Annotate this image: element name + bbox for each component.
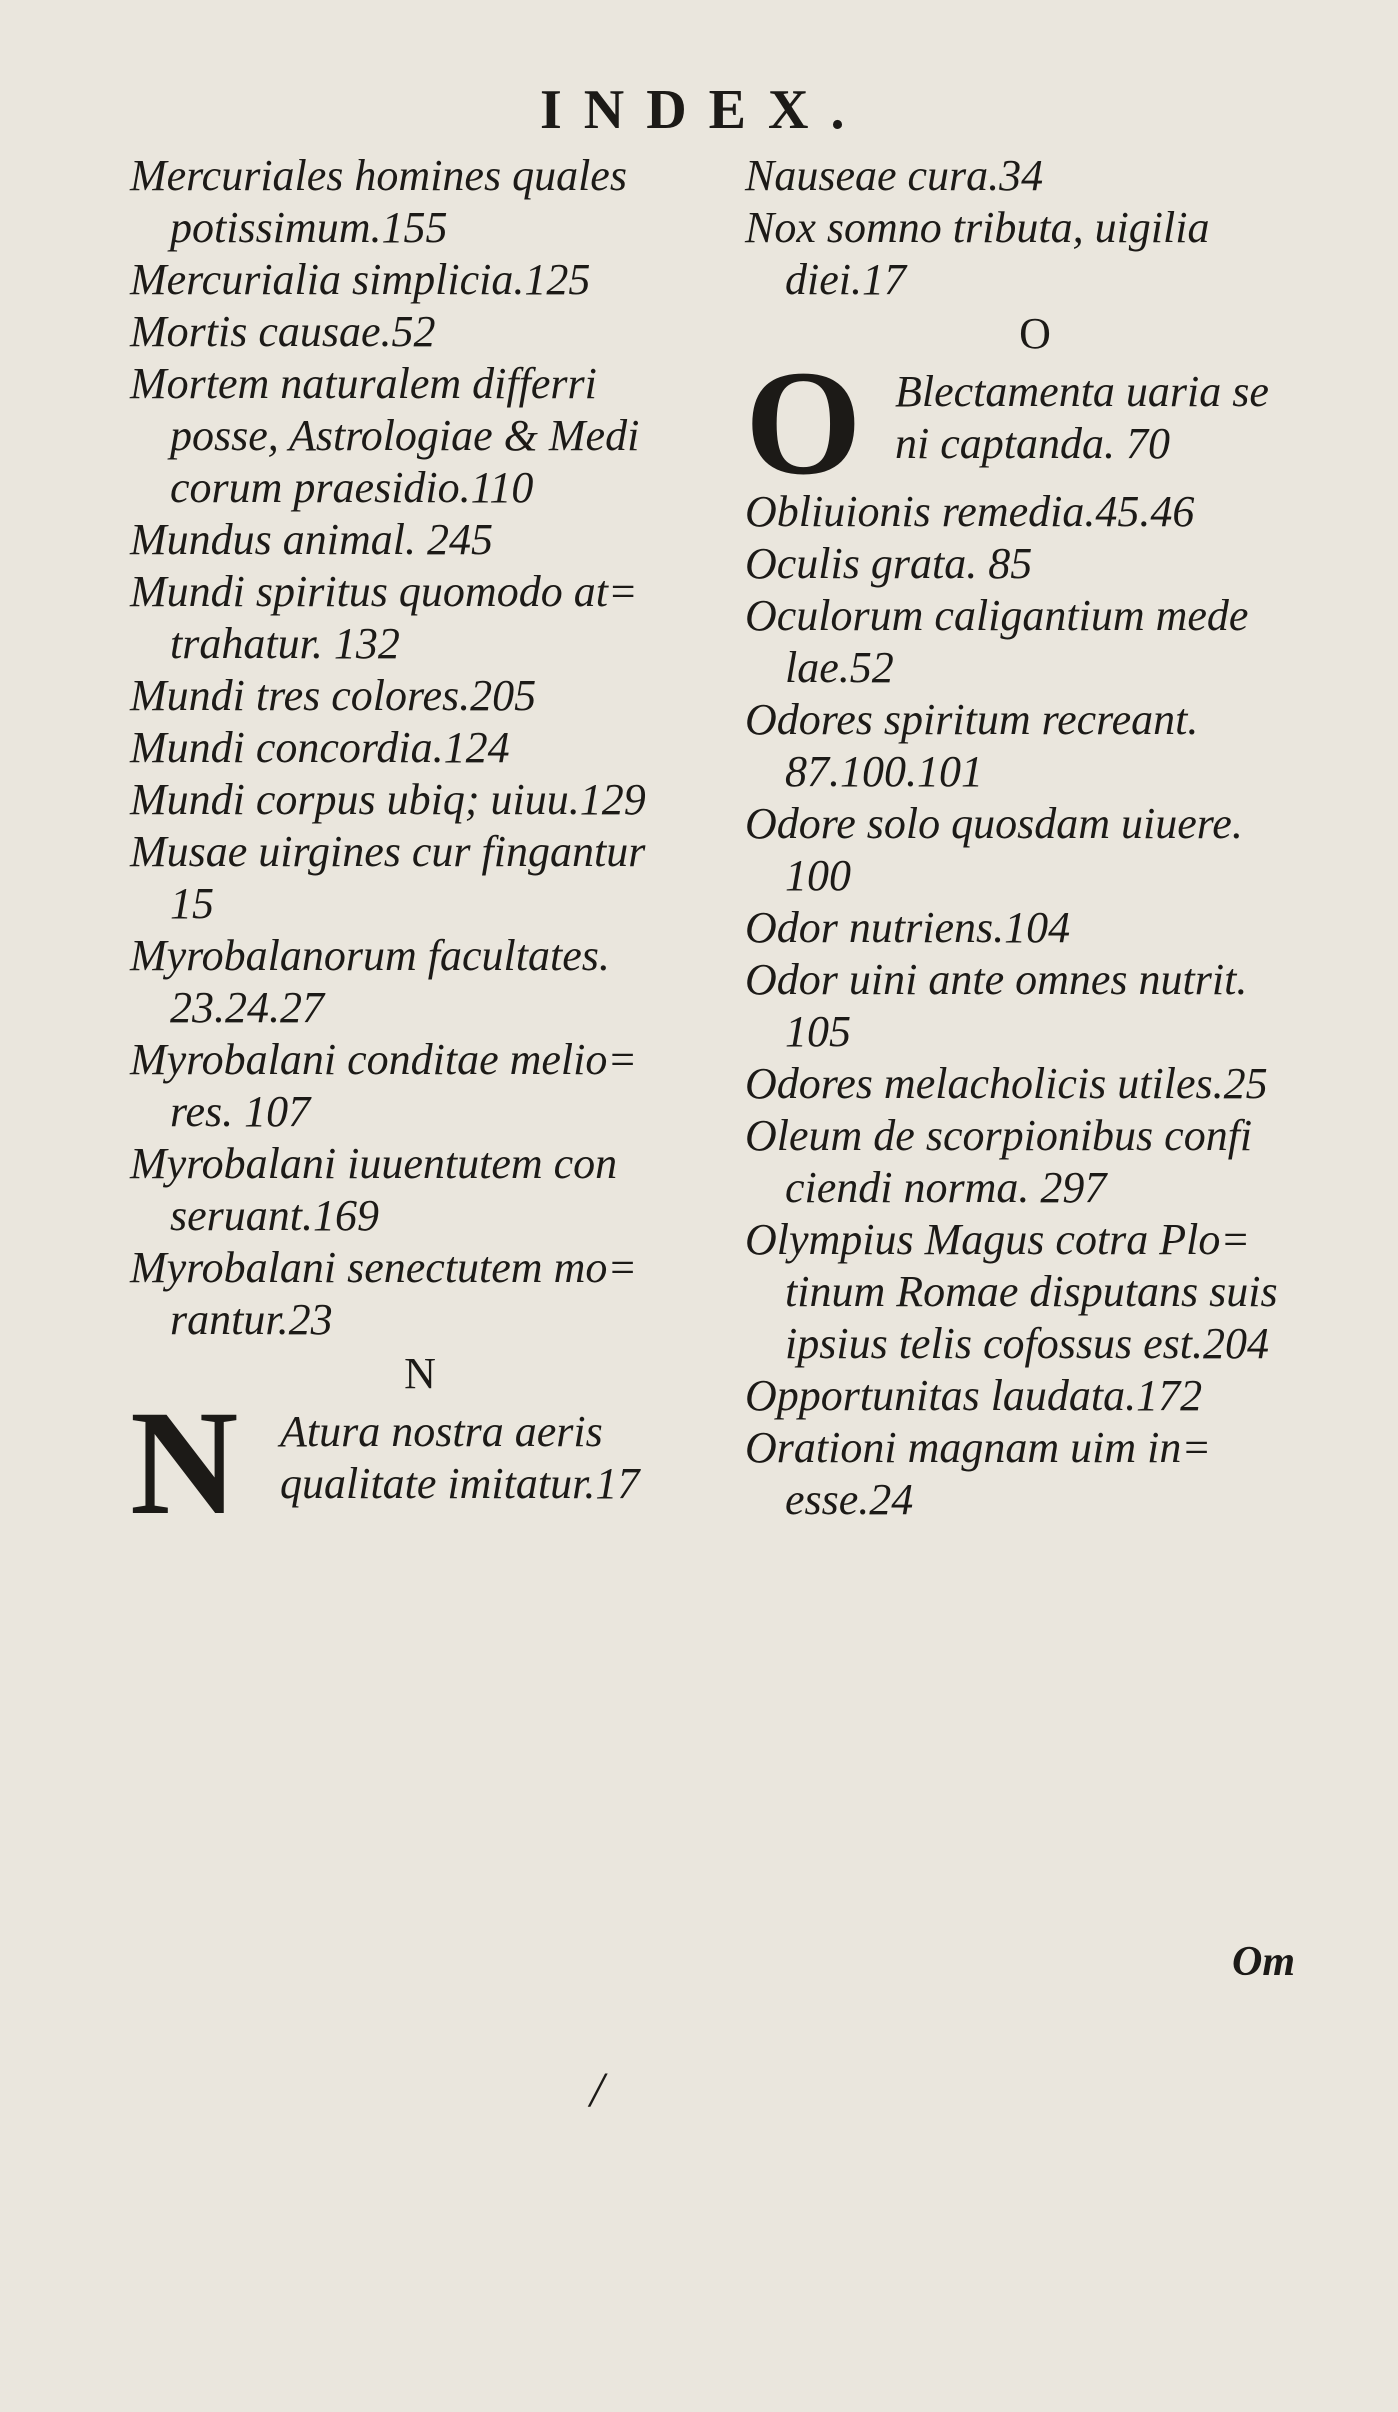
index-entry [130, 306, 710, 358]
entry-line: Odores melacholicis utiles.25 [745, 1059, 1268, 1108]
entry-line: res. 107 [170, 1087, 311, 1136]
m-entries [130, 150, 710, 1346]
index-entry [745, 1422, 1325, 1526]
entry-line: trahatur. 132 [170, 619, 400, 668]
entry-line: Atura nostra aeris [280, 1407, 603, 1456]
entry-line: Mortis causae.52 [130, 307, 436, 356]
o-entry-text [895, 366, 1269, 470]
index-entry [745, 538, 1325, 590]
entry-line: Mundi corpus ubiq; uiuu.129 [130, 775, 646, 824]
left-column [130, 150, 710, 1546]
entry-line: ni captanda. 70 [895, 419, 1170, 468]
index-entry [130, 254, 710, 306]
index-entry [745, 590, 1325, 694]
index-entry [745, 798, 1325, 902]
entry-line: rantur.23 [170, 1295, 333, 1344]
entry-line: Mundi spiritus quomodo at= [130, 567, 638, 616]
index-entry [745, 150, 1325, 202]
entry-line: diei.17 [785, 255, 906, 304]
index-entry [745, 902, 1325, 954]
n-dropcap-entry [130, 1380, 710, 1546]
index-entry [745, 202, 1325, 306]
entry-line: Mundi concordia.124 [130, 723, 510, 772]
index-entry [745, 1058, 1325, 1110]
entry-line: Myrobalani iuuentutem con [130, 1139, 618, 1188]
o-entries [745, 486, 1325, 1526]
entry-line: Myrobalanorum facultates. [130, 931, 610, 980]
entry-line: Obliuionis remedia.45.46 [745, 487, 1195, 536]
entry-line: Myrobalani senectutem mo= [130, 1243, 638, 1292]
entry-line: Myrobalani conditae melio= [130, 1035, 638, 1084]
entry-line: Oculis grata. 85 [745, 539, 1033, 588]
entry-line: 105 [785, 1007, 851, 1056]
page-header: INDEX. [540, 79, 867, 141]
dropcap-n: N [130, 1380, 239, 1546]
entry-line: Mortem naturalem differri [130, 359, 597, 408]
index-entry [130, 826, 710, 930]
dropcap-o: O [745, 340, 862, 506]
index-entry [130, 1034, 710, 1138]
n-entry-text [280, 1406, 639, 1510]
entry-line: 100 [785, 851, 851, 900]
entry-line: Oculorum caligantium mede [745, 591, 1249, 640]
section-letter-n: N [404, 1349, 436, 1398]
index-entry [130, 722, 710, 774]
index-entry [130, 566, 710, 670]
entry-line: Mundi tres colores.205 [130, 671, 537, 720]
entry-line: Odore solo quosdam uiuere. [745, 799, 1243, 848]
entry-line: Olympius Magus cotra Plo= [745, 1215, 1251, 1264]
entry-line: Nox somno tributa, uigilia [745, 203, 1210, 252]
index-entry [130, 774, 710, 826]
entry-line: Orationi magnam uim in= [745, 1423, 1212, 1472]
index-entry [130, 670, 710, 722]
entry-line: tinum Romae disputans suis [785, 1267, 1278, 1316]
index-entry [745, 1214, 1325, 1370]
entry-line: Opportunitas laudata.172 [745, 1371, 1203, 1420]
entry-line: Odor nutriens.104 [745, 903, 1071, 952]
index-entry [130, 514, 710, 566]
entry-line: Musae uirgines cur fingantur [130, 827, 646, 876]
entry-line: esse.24 [785, 1475, 914, 1524]
entry-line: Mercurialia simplicia.125 [130, 255, 591, 304]
entry-line: qualitate imitatur.17 [280, 1459, 640, 1508]
entry-line: Mundus animal. 245 [130, 515, 493, 564]
index-entry [745, 1110, 1325, 1214]
entry-line: Nauseae cura.34 [745, 151, 1044, 200]
entry-line: Blectamenta uaria se [895, 367, 1269, 416]
entry-line: corum praesidio.110 [170, 463, 534, 512]
index-entry [745, 694, 1325, 798]
index-entry [745, 1370, 1325, 1422]
entry-line: ipsius telis cofossus est.204 [785, 1319, 1270, 1368]
n-entries [745, 150, 1325, 306]
entry-line: Oleum de scorpionibus confi [745, 1111, 1253, 1160]
signature-mark: / [590, 2061, 604, 2117]
right-column [745, 150, 1325, 1526]
entry-line: ciendi norma. 297 [785, 1163, 1107, 1212]
entry-line: potissimum.155 [170, 203, 448, 252]
index-entry [130, 150, 710, 254]
section-letter-o: O [1019, 309, 1051, 358]
o-dropcap-entry [745, 340, 1325, 506]
catchword: Om [1232, 1939, 1295, 1985]
entry-line: Odores spiritum recreant. [745, 695, 1199, 744]
entry-line: seruant.169 [170, 1191, 379, 1240]
entry-line: 87.100.101 [785, 747, 983, 796]
entry-line: 15 [170, 879, 214, 928]
index-entry [130, 358, 710, 514]
index-entry [130, 1242, 710, 1346]
index-entry [745, 954, 1325, 1058]
index-entry [130, 930, 710, 1034]
entry-line: Mercuriales homines quales [130, 151, 627, 200]
entry-line: lae.52 [785, 643, 894, 692]
entry-line: 23.24.27 [170, 983, 324, 1032]
entry-line: posse, Astrologiae & Medi [170, 411, 640, 460]
entry-line: Odor uini ante omnes nutrit. [745, 955, 1248, 1004]
index-entry [130, 1138, 710, 1242]
